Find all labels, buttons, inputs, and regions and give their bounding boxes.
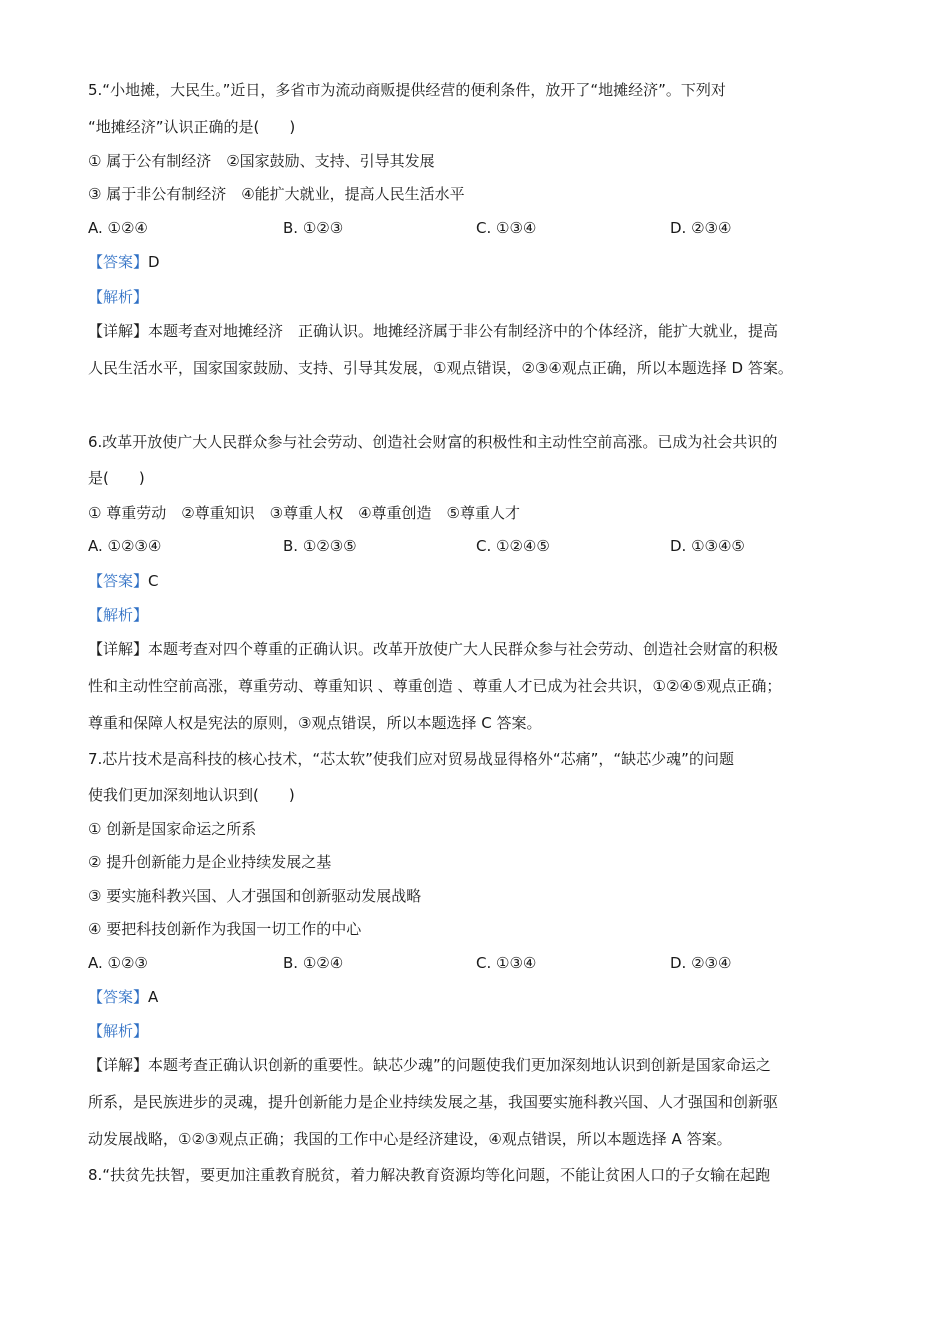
answer-tag: 【答案】 — [88, 572, 149, 590]
q6-analysis-tag: 【解析】 — [88, 606, 149, 624]
detail-text: 本题考查正确认识创新的重要性。缺芯少魂”的问题使我们更加深刻地认识到创新是国家命运之 — [148, 1056, 771, 1074]
q7-stem-line1: 7.芯片技术是高科技的核心技术，“芯太软”使我们应对贸易战显得格外“芯痛”，“缺芯少魂”的问题 — [88, 750, 734, 768]
q5-answer — [88, 252, 160, 272]
q5-detail-line1 — [88, 321, 778, 341]
detail-text: 本题考查对四个尊重的正确认识。改革开放使广大人民群众参与社会劳动、创造社会财富的积极 — [148, 640, 779, 658]
q6-statement-1: ① 尊重劳动 ②尊重知识 ③尊重人权 ④尊重创造 ⑤尊重人才 — [88, 504, 521, 522]
q5-option-a: A. ①②④ — [88, 219, 148, 237]
q6-stem-line2: 是( ) — [88, 469, 145, 487]
q6-answer — [88, 571, 159, 591]
q5-stem-line2: “地摊经济”认识正确的是( ) — [88, 118, 296, 136]
detail-tag: 【详解】 — [88, 322, 149, 340]
q7-option-a: A. ①②③ — [88, 954, 148, 972]
q6-option-c: C. ①②④⑤ — [476, 537, 550, 555]
answer-tag: 【答案】 — [88, 988, 149, 1006]
answer-value: C — [148, 572, 159, 590]
q5-statement-1: ① 属于公有制经济 ②国家鼓励、支持、引导其发展 — [88, 152, 435, 170]
detail-tag: 【详解】 — [88, 640, 149, 658]
q6-detail-line2: 性和主动性空前高涨，尊重劳动、尊重知识 、尊重创造 、尊重人才已成为社会共识，①②④⑤观点正确； — [88, 677, 782, 695]
detail-text: 本题考查对地摊经济 正确认识。地摊经济属于非公有制经济中的个体经济，能扩大就业，提高 — [148, 322, 779, 340]
q7-statement-2: ② 提升创新能力是企业持续发展之基 — [88, 853, 332, 871]
q7-detail-line1 — [88, 1055, 771, 1075]
q7-statement-3: ③ 要实施科教兴国、人才强国和创新驱动发展战略 — [88, 887, 422, 905]
q6-stem-line1: 6.改革开放使广大人民群众参与社会劳动、创造社会财富的积极性和主动性空前高涨。已成为社会共识的 — [88, 433, 778, 451]
q6-detail-line3: 尊重和保障人权是宪法的原则，③观点错误，所以本题选择 C 答案。 — [88, 714, 542, 732]
q7-option-c: C. ①③④ — [476, 954, 537, 972]
q7-statement-4: ④ 要把科技创新作为我国一切工作的中心 — [88, 920, 362, 938]
q7-option-b: B. ①②④ — [283, 954, 344, 972]
q6-detail-line1 — [88, 639, 778, 659]
q5-option-c: C. ①③④ — [476, 219, 537, 237]
q7-answer — [88, 987, 158, 1007]
answer-tag: 【答案】 — [88, 253, 149, 271]
q7-detail-line2: 所系，是民族进步的灵魂，提升创新能力是企业持续发展之基，我国要实施科教兴国、人才强国和创新驱 — [88, 1093, 779, 1111]
q7-option-d: D. ②③④ — [670, 954, 732, 972]
q5-statement-2: ③ 属于非公有制经济 ④能扩大就业，提高人民生活水平 — [88, 185, 465, 203]
q5-detail-line2: 人民生活水平，国家国家鼓励、支持、引导其发展，①观点错误，②③④观点正确，所以本题选择 D 答案。 — [88, 359, 793, 377]
q7-statement-1: ① 创新是国家命运之所系 — [88, 820, 257, 838]
q5-option-d: D. ②③④ — [670, 219, 732, 237]
q5-stem-line1: 5.“小地摊，大民生。”近日，多省市为流动商贩提供经营的便利条件，放开了“地摊经济”。下列对 — [88, 81, 726, 99]
detail-tag: 【详解】 — [88, 1056, 149, 1074]
q8-stem-line1: 8.“扶贫先扶智，要更加注重教育脱贫，着力解决教育资源均等化问题，不能让贫困人口的子女输在起跑 — [88, 1166, 771, 1184]
answer-value: D — [148, 253, 160, 271]
answer-value: A — [148, 988, 159, 1006]
q5-analysis-tag: 【解析】 — [88, 288, 149, 306]
q7-analysis-tag: 【解析】 — [88, 1022, 149, 1040]
q7-stem-line2: 使我们更加深刻地认识到( ) — [88, 786, 295, 804]
q6-option-a: A. ①②③④ — [88, 537, 162, 555]
q7-detail-line3: 动发展战略，①②③观点正确；我国的工作中心是经济建设，④观点错误，所以本题选择 A 答案。 — [88, 1130, 732, 1148]
q6-option-b: B. ①②③⑤ — [283, 537, 357, 555]
q6-option-d: D. ①③④⑤ — [670, 537, 745, 555]
q5-option-b: B. ①②③ — [283, 219, 344, 237]
